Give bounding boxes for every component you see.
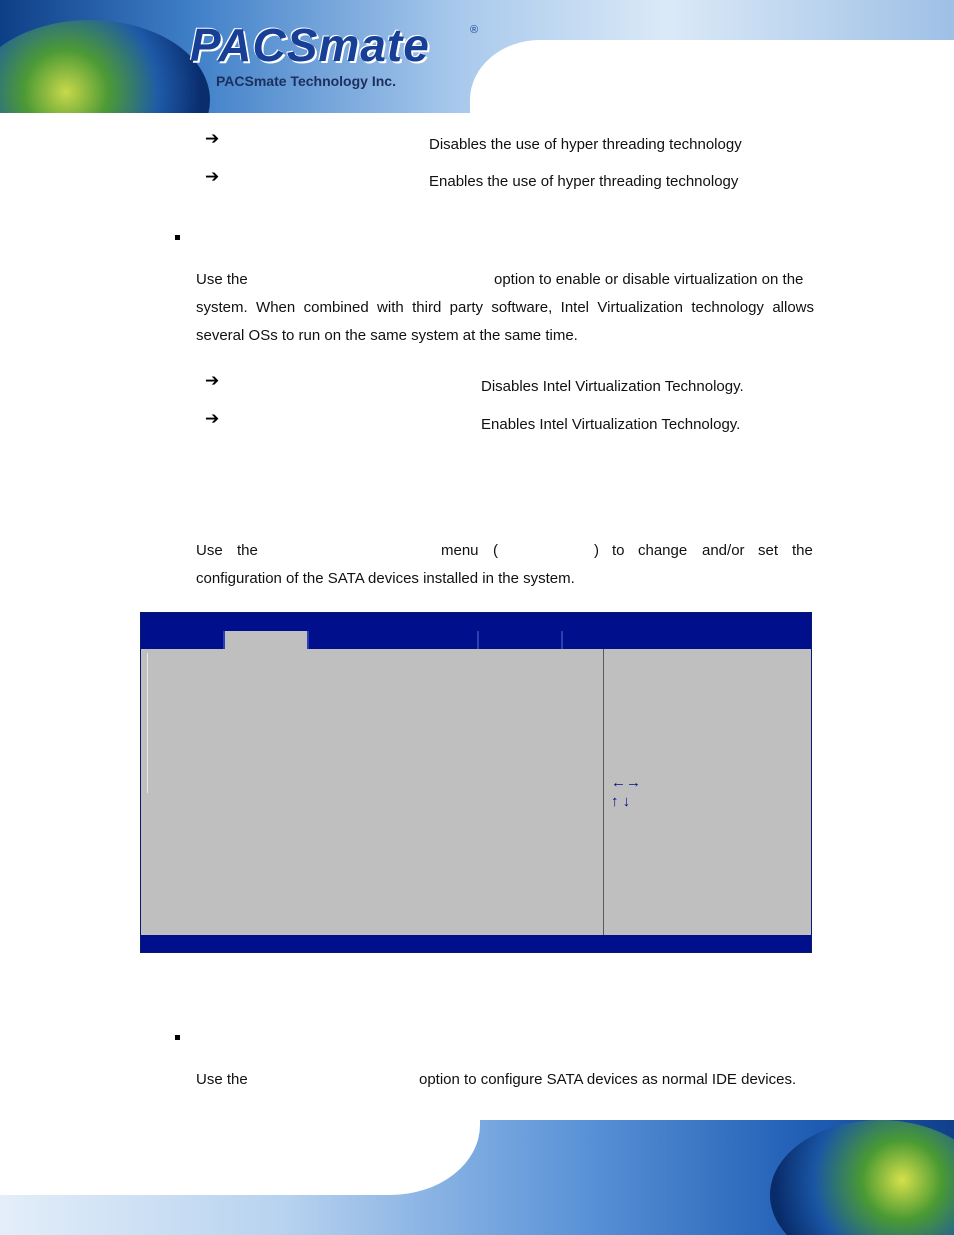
sata-word: to [612,542,625,559]
sata-word: ) [594,542,599,559]
sata-word: change [638,542,688,559]
header-banner [0,0,954,113]
globe-image [0,20,210,113]
bios-title-bar [141,613,811,631]
registered-mark: ® [470,24,479,36]
header-white-curve [470,40,954,113]
left-right-arrows-icon: ←→ [611,774,641,791]
ide-line: option to configure SATA devices as normal IDE devices. [419,1071,797,1088]
globe-image [770,1120,954,1235]
tab-advanced[interactable] [225,631,307,649]
company-logo: PACSmate [190,19,430,71]
arrow-icon: ➔ [205,371,220,391]
arrow-icon: ➔ [205,409,220,429]
tab-separator [561,631,563,649]
sata-word: menu [441,542,479,559]
bios-panel-divider [603,649,604,935]
vt-line1: option to enable or disable virtualization on the [494,271,804,288]
sata-word: the [792,542,813,559]
company-name: PACSmate Technology Inc. [216,73,396,89]
vt-option-enabled-desc: Enables Intel Virtualization Technology. [481,416,741,433]
ht-option-disabled-desc: Disables the use of hyper threading technology [429,136,742,153]
vt-intro: Use the [196,271,248,288]
bullet-icon [175,235,180,240]
ht-option-enabled-desc: Enables the use of hyper threading technology [429,173,739,190]
arrow-icon: ➔ [205,167,220,187]
ide-intro: Use the [196,1071,248,1088]
arrow-icon: ➔ [205,129,220,149]
vt-option-disabled-desc: Disables Intel Virtualization Technology. [481,378,744,395]
bios-status-bar [141,935,811,952]
tab-separator [307,631,309,649]
sata-word: the [237,542,258,559]
sata-word: ( [493,542,498,559]
footer-white-curve [0,1120,480,1195]
vt-line2: system. When combined with third party software, Intel Virtualization technology allows [196,299,814,316]
sata-word: Use [196,542,223,559]
sata-word: and/or [702,542,745,559]
bios-help-panel [611,773,641,811]
sata-word: set [758,542,779,559]
bios-highlight-line [147,653,148,793]
bullet-icon [175,1035,180,1040]
up-down-arrows-icon: ↑ ↓ [611,793,631,810]
footer-banner [0,1120,954,1235]
tab-separator [477,631,479,649]
sata-line2: configuration of the SATA devices installed in the system. [196,570,575,587]
bios-screen [140,612,812,953]
vt-line3: several OSs to run on the same system at the same time. [196,327,578,344]
